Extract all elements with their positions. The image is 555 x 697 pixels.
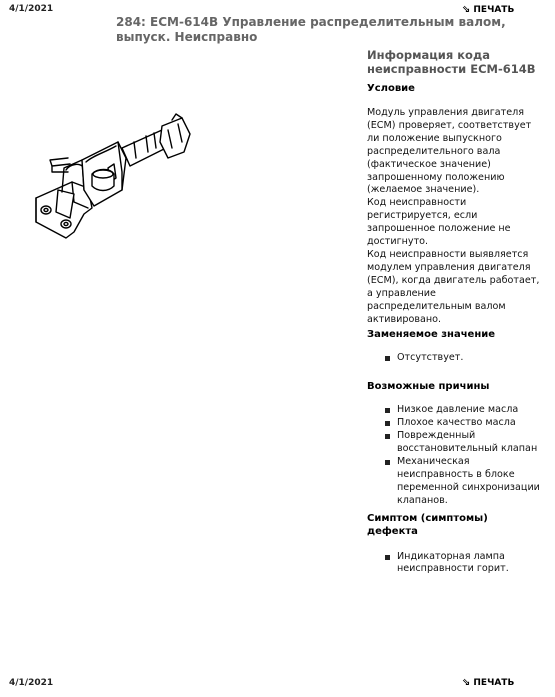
footer-date: 4/1/2021 <box>9 678 54 688</box>
info-heading: Информация кода неисправности ECM-614B <box>367 48 536 76</box>
print-button-footer[interactable] <box>462 678 514 688</box>
print-arrow-icon: ⇘ <box>462 4 471 15</box>
page-title: 284: ECM-614B Управление распределительным валом, выпуск. Неисправно <box>116 15 506 44</box>
list-item: Механическая неисправность в блоке переменной синхронизации клапанов. <box>381 456 542 508</box>
print-label: ПЕЧАТЬ <box>473 678 515 688</box>
symptoms-heading: Симптом (симптомы) дефекта <box>367 512 488 537</box>
list-item: Плохое качество масла <box>381 417 542 430</box>
list-item: Отсутствует. <box>381 352 542 365</box>
print-label: ПЕЧАТЬ <box>473 5 515 15</box>
list-item: Низкое давление масла <box>381 404 542 417</box>
replaced-value-heading: Заменяемое значение <box>367 329 496 341</box>
condition-paragraph: Код неисправности выявляется модулем управления двигателя (ECM), когда двигатель работает, а управление распределительным валом активировано. <box>367 248 540 325</box>
list-item: Поврежденный восстановительный клапан <box>381 430 542 456</box>
condition-heading: Условие <box>367 83 415 94</box>
header-date: 4/1/2021 <box>9 4 54 14</box>
fault-code-info <box>367 48 542 576</box>
condition-paragraph: Код неисправности регистрируется, если запрошенное положение не достигнуто. <box>367 197 511 248</box>
condition-paragraph: Модуль управления двигателя (ECM) проверяет, соответствует ли положение выпускного распределительного вала (фактическое значение) запрошенному положению (желаемое значение). <box>367 107 532 196</box>
camshaft-valve-illustration <box>22 112 192 242</box>
possible-causes-heading: Возможные причины <box>367 381 490 393</box>
print-arrow-icon: ⇘ <box>462 677 471 688</box>
list-item: Индикаторная лампа неисправности горит. <box>381 551 542 577</box>
print-button[interactable] <box>462 5 514 15</box>
